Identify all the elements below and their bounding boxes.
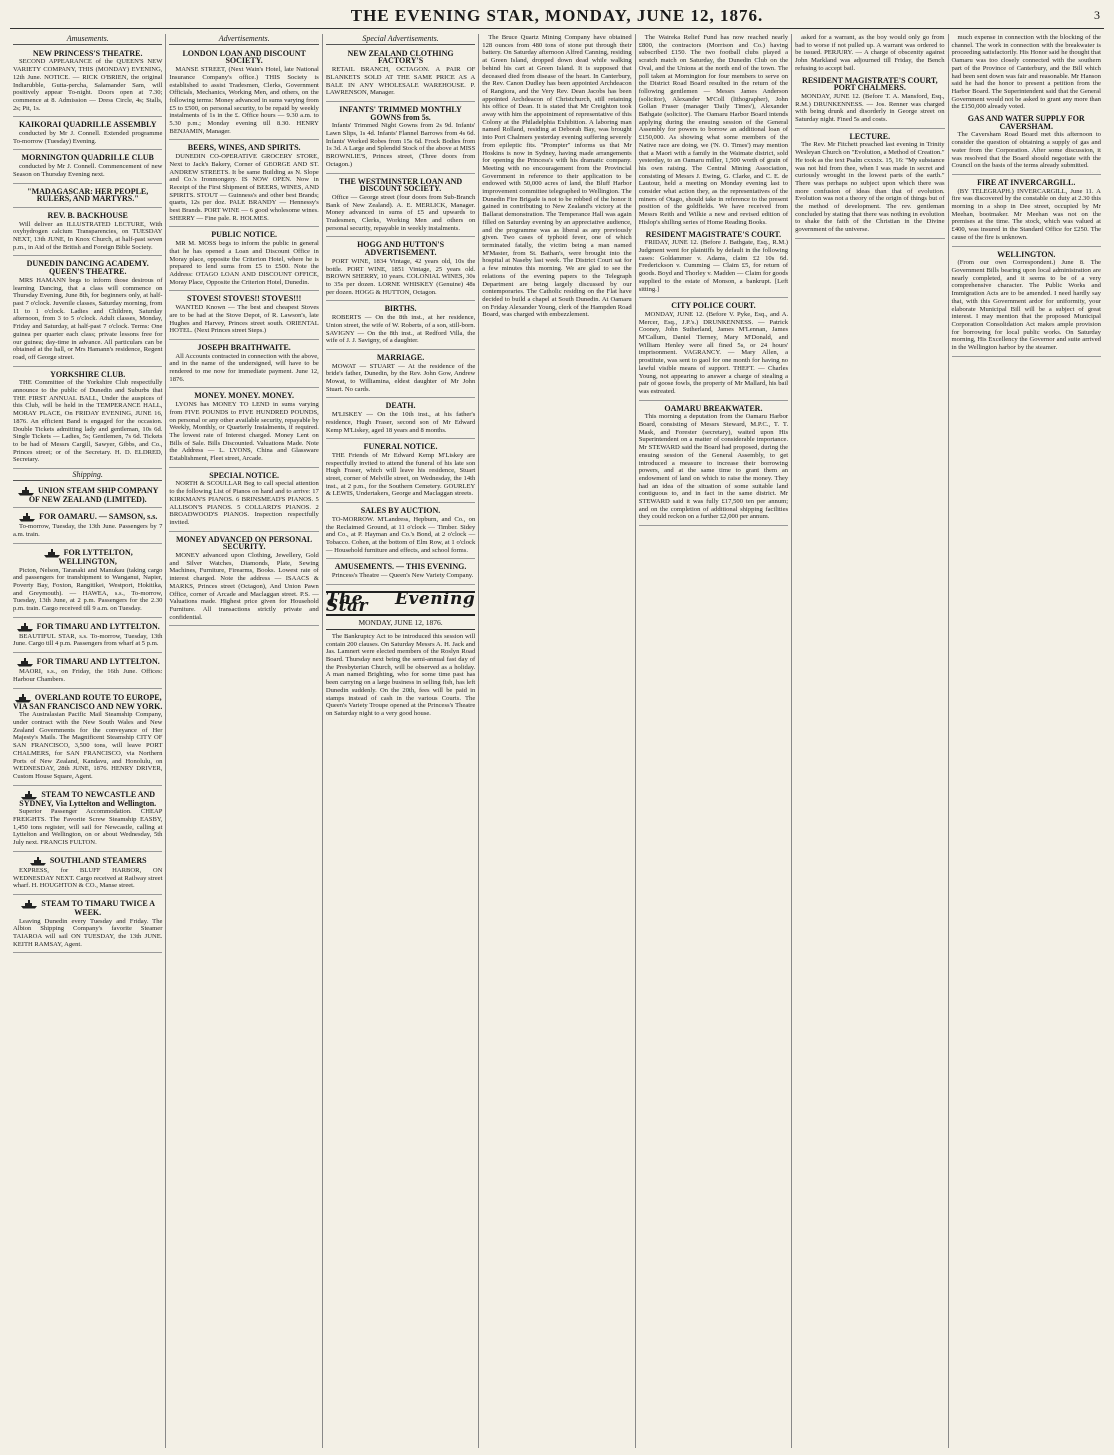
article-heading: DEATH. [385,401,416,411]
article-heading: FUNERAL NOTICE. [363,442,438,452]
article-block [639,229,788,299]
shipping-notice-title: UNION STEAM SHIP COMPANY OF NEW ZEALAND (LIMITED). [28,485,159,504]
shipping-notice-title: FOR OAMARU. — SAMSON, s.s. [39,512,158,522]
article-text: THE Committee of the Yorkshire Club respectfully announce to the public of Dunedin and Suburbs that THE FIRST ANNUAL BALL, Under the auspices of this Club, will be held in the TEMPERANCE HALL, MORAY PLACE, On FRIDAY EVENING, JUNE 16, 1876. An efficient Band is engaged for the occasion. Double Tickets admitting lady and gentleman, 10s 6d. Single Tickets — Ladies, 5s; Gentlemen, 7s 6d. Tickets to be had of Messrs Cargill, Sawyer, Gibbs, and Co., Princes street; or of the Secretary. H. D. ELDRED, Secretary. [13,379,163,464]
editorial-dateline: MONDAY, JUNE 12, 1876. [326,619,475,630]
article-heading: "MADAGASCAR: HER PEOPLE, RULERS, AND MARTYRS." [27,186,149,204]
article-heading: LONDON LOAN AND DISCOUNT SOCIETY. [182,48,306,66]
article-block [13,119,162,150]
article-heading: MORNINGTON QUADRILLE CLUB [21,153,154,163]
article-text: asked for a warrant, as the boy would only go from bad to worse if not pulled up. A warrant was ordered to be issued. PERJURY. — A charge of obscenity against John Markland was adjourned till Friday, the Bench refusing to accept bail. [795,34,945,72]
column-6 [792,34,948,1448]
shipping-notice-title: FOR TIMARU AND LYTTELTON. [36,657,160,667]
article-text: MR M. MOSS begs to inform the public in general that he has opened a Loan and Discount Office in Moray place, opposite the Criterion Hotel, where he is prepared to lend sums from £5 to £500. Note the Address: OTAGO LOAN AND DISCOUNT OFFICE, Moray Place, Opposite the Criterion Hotel, Dunedin. [169,240,319,286]
article-block [13,186,162,208]
article-text: conducted by Mr J. Connell. Commencement of new Season on Thursday Evening next. [13,163,163,178]
article-block [326,48,475,102]
column-3 [323,34,479,1448]
article-heading: PUBLIC NOTICE. [211,230,278,240]
shipping-heading: Shipping. [13,471,162,481]
article-heading: RESIDENT MAGISTRATE'S COURT. [645,229,782,239]
article-block [326,176,475,238]
article-heading: BIRTHS. [384,304,417,314]
shipping-notice-title: OVERLAND ROUTE TO EUROPE, VIA SAN FRANCISCO AND NEW YORK. [13,692,163,711]
article-block [326,104,475,174]
shipping-notice-heading [13,856,162,866]
article-text: The Caversham Road Board met this afternoon to consider the question of obtaining a supply of gas and water from the Corporation. After some discussion, it was resolved that the Board should negotiate with the Council on the basis of the terms already submitted. [951,131,1101,170]
shipping-notice-title: SOUTHLAND STEAMERS [49,855,147,865]
article-block [13,152,162,183]
shipping-notice-text: Leaving Dunedin every Tuesday and Friday. The Albion Shipping Company's favorite Steamer TAIAROA will sail ON TUESDAY, the 13th JUNE. KEITH RAMSAY, Agent. [13,917,163,948]
article-body [952,34,1101,111]
shipping-notice [13,620,162,653]
article-block [795,75,944,129]
article-text: DUNEDIN CO-OPERATIVE GROCERY STORE, Next to Jack's Bakery, Corner of GEORGE AND ST. ANDREW STREETS. It be same Building as N. Slope and Co.'s Ironmongery. IS NOW OPEN. Now in Receipt of the First Shipment of BEERS, WINES, AND SPIRITS. STOUT — Guinness's and other best Brands; quarts, 12s per doz. PALE BRANDY — Hennessy's best Brands. PORT WINE — 6 good wholesome wines. SHERRY — Fine pale. R. HOLMES. [169,153,319,222]
steamship-icon [16,622,34,632]
shipping-notice [13,655,162,688]
article-text: conducted by Mr J. Connell. Extended programme To-morrow (Tuesday) Evening. [13,130,163,145]
article-block [169,48,318,141]
article-block [952,249,1101,357]
article-body [639,34,788,227]
article-block [169,390,318,467]
article-text: TO-MORROW. M'Landress, Hepburn, and Co., on the Reclaimed Ground, at 11 o'clock — Timber. Sidey and Co., at P. Hayman and Co.'s Bond, at 2 o'clock — Tobacco. Cohen, at the bottom of Elm Row, at 1 o'clock — Household furniture and effects, and school forms. [325,515,476,554]
shipping-notice-title: STEAM TO NEWCASTLE AND SYDNEY, Via Lyttelton and Wellington. [19,789,157,808]
article-heading: FIRE AT INVERCARGILL. [977,177,1076,187]
article-heading: KAIKORAI QUADRILLE ASSEMBLY [18,120,157,130]
shipping-notice-text: BEAUTIFUL STAR, s.s. To-morrow, Tuesday, 13th June. Cargo till 4 p.m. Passengers from wharf at 5 p.m. [13,632,163,648]
article-block [639,300,788,400]
article-text: (From our own Correspondent.) June 8. The Government Bills bearing upon local administration are nearly completed, and it seems to be of a very comprehensive character. The Public Works and Immigration Acts are to be amended. I need hardly say that, with this Government ardor for uniformity, your elaborate Municipal Bill will be a subject of great interest. I may mention that the proposed Municipal Corporation Consolidation Act makes ample provision for borrowing for local public works. On Saturday morning, His Excellency the Governor and suite arrived in the Wellington harbor by the steamer. [951,259,1101,352]
article-heading: RESIDENT MAGISTRATE'S COURT, PORT CHALMERS. [802,75,938,93]
shipping-notice [13,546,162,618]
shipping-notice-text: The Australasian Pacific Mail Steamship Company, under contract with the New South Wales and New Zealand Governments for the conveyance of Her Majesty's Mails. The Magnificent Steamship CITY OF SAN FRANCISCO, 3,500 tons, will leave PORT CHALMERS, for SAN FRANCISCO, via Northern Ports of New Zealand, Kandavu, and Honolulu, on WEDNESDAY, 28th JUNE, 1876. HENRY DRIVER, Custom House Square, Agent. [13,711,163,780]
shipping-notice-text: To-morrow, Tuesday, the 13th June. Passengers by 7 a.m. train. [13,523,163,539]
shipping-notice-heading [13,899,162,917]
article-text: All Accounts contracted in connection with the above, and in the name of the undersigned, will have to be rendered to me now for immediate payment. June 12, 1876. [169,352,319,383]
column-1 [10,34,166,1448]
article-heading: AMUSEMENTS. — THIS EVENING. [334,562,467,572]
article-text: The Rev. Mr Fitchett preached last evening in Trinity Wesleyan Church on "Evolution, a Method of Creation." He took as the text Psalm cxxxix. 15, 16: "My substance was not hid from thee, when I was made in secret and curiously wrought in the lowest parts of the earth." There was perhaps no subject upon which there was more confusion of ideas than that of evolution. Evolution was not a theory of the origin of things but of the method of development. The rev. gentleman concluded by stating that there was nothing in evolution to shake the faith of the Christian in the Divine government of the universe. [795,141,945,234]
article-heading: MONEY ADVANCED ON PERSONAL SECURITY. [176,534,313,552]
article-block [326,441,475,503]
article-text: MOWAT — STUART — At the residence of the bride's father, Dunedin, by the Rev. John Gow, Andrew Mowat, to Williamina, eldest daughter of Mr John Stuart. No cards. [325,362,476,393]
page-number: 3 [1094,8,1100,22]
article-text: FRIDAY, JUNE 12. (Before J. Bathgate, Esq., R.M.) Judgment went for plaintiffs by default in the following cases: Goldammer v. Adams, claim £2 10s 6d. Frederickson v. Cumming — Claim £5, for return of goods. Boyd and Thorley v. Madden — Claim for goods supplied to the estate of Monson, a bankrupt. [Left sitting.] [638,239,789,293]
article-text: Infants' Trimmed Night Gowns from 2s 9d. Infants' Lawn Slips, 1s 4d. Infants' Flannel Barrows from 4s 6d. Infants' Worked Robes from 15s 6d. Frock Bodies from 1s 3d. A Large and Splendid Stock of the above at MISS BROWNLIE'S, Princes street, (Three doors from Octagon.) [325,122,476,168]
column-4 [479,34,635,1448]
article-body [482,34,631,319]
article-body [795,34,944,73]
article-block [169,342,318,389]
shipping-notice [13,788,162,852]
article-block [326,505,475,559]
article-block [169,229,318,291]
shipping-notice-heading [13,622,162,632]
article-text: NORTH & SCOULLAR Beg to call special attention to the following List of Pianos on hand and to arrive: 17 KIRKMAN'S PIANOS. 6 BRINSMEAD'S PIANOS. 5 ALLISON'S PIANOS. 5 COLLARD'S PIANOS. 2 BROADWOOD'S PIANOS. Inspection respectfully invited. [169,480,319,526]
article-heading: MARRIAGE. [376,352,425,362]
article-text: MONDAY, JUNE 12. (Before V. Pyke, Esq., and A. Mercer, Esq., J.P.'s.) DRUNKENNESS. — Patrick Cooney, John Sutherland, James M'Lennan, James M'Callum, Daniel Tierney, Mary M'Donald, and William Henley were all fined 5s, or 24 hours' imprisonment. VAGRANCY. — Mary Allen, a prostitute, was sent to gaol for one month for having no lawful visible means of support. THEFT. — Charles Young, not appearing to answer a charge of stealing a pair of goose fowls, the property of Mr Mallard, his bail was estreated. [638,310,789,395]
article-heading: LECTURE. [849,131,891,141]
shipping-notice-text: MAORI, s.s., on Friday, the 16th June. Offices: Harbour Chambers. [13,668,163,683]
article-text: THE Friends of Mr Edward Kemp M'Liskey are respectfully invited to attend the funeral of his late son Hugh Fraser, which will leave his residence, Stuart street, corner of Melville street, on Wednesday, the 14th inst., at 2 p.m., for the Southern Cemetery. GOURLEY & LEWIS, Undertakers, George and Maclaggan streets. [325,451,476,498]
article-heading: DUNEDIN DANCING ACADEMY. QUEEN'S THEATRE. [26,259,149,277]
shipping-notice-text: Superior Passenger Accommodation. CHEAP FREIGHTS. The Favorite Screw Steamship EASBY, 1,450 tons register, will sail for Newcastle, calling at Lyttelton and Wellington, on or about Wednesday, 5th July next. FRANCIS FULTON. [13,808,163,847]
article-heading: STOVES! STOVES!! STOVES!!! [187,294,302,304]
article-text: much expense in connection with the blocking of the channel. The work in connection with the breakwater is proceeding satisfactorily. His Honor said he thought that Oamaru was too closely connected with the southern part of the Province of Canterbury, and the Bill which had been sent down was fair and reasonable. Mr Hanson said he had the honor to present a petition from the Harbor Board. The Superintendent said that the General Government would not be asked to grant any more than the £150,000 already voted. [951,34,1101,111]
article-block [13,258,162,366]
article-block [326,400,475,439]
shipping-notice [13,691,162,786]
article-text: Will deliver an ILLUSTRATED LECTURE, With oxyhydrogen calcium Transparencies, on TUESDAY NEXT, 13th JUNE, In Knox Church, at half-past seven p.m., in Aid of the British and Foreign Bible Society. [13,220,163,251]
article-text: ROBERTS — On the 8th inst., at her residence, Union street, the wife of W. Roberts, of a son, still-born. SAVIGNY — On the 8th inst., at Redford Villa, the wife of J. J. Savigny, of a daughter. [325,314,476,345]
shipping-notice-heading [13,790,162,808]
article-block [326,239,475,301]
article-block [326,561,475,584]
column-heading: Special Advertisements. [326,35,475,45]
article-heading: INFANTS' TRIMMED MONTHLY GOWNS from 5s. [339,104,462,122]
article-heading: WELLINGTON. [997,249,1056,259]
article-text: RETAIL BRANCH, OCTAGON. A PAIR OF BLANKETS SOLD AT THE SAME PRICE AS A BALE IN ANY WHOLESALE WAREHOUSE. P. LAWRENSON, Manager. [325,66,476,97]
article-text: The Waireka Relief Fund has now reached nearly £800, the contractors (Morrison and Co.) having subscribed £150. The two football clubs played a scratch match on Saturday, the Dunedin Club on the Oval, and the Unions at the north end of the town. The poll taken at Mornington for four members to serve on the District Road Board resulted in the return of the following gentlemen — Messrs James Anderson (solicitor), Alexander M'Coll (lithographer), John Gollan Fraser (manager 'Daily Times'), Alexander Bathgate (solicitor). The Oamaru Harbor Board intends applying during the ensuing session of the General Assembly for powers to borrow an additional loan of £150,000. As showing what some members of the Native race are doing, we ('N. O. Times') may mention that a Maori with a family in the Waimate district, sold yesterday, to an Oamaru miller, 1,500 worth of grain of his own raising. The Central Mining Association, consisting of Messrs J. Ewing, G. Clarke, and C. E. de Lautour, held a meeting on Monday evening last to consider what action they, as the representatives of the miners of Otago, should take in reference to the present position of the goldfields. We have received from Messrs Reith and Wilkie a new and revised edition of Hislop's shilling series of Home Reading Books. [638,34,789,226]
shipping-notice-heading [13,548,162,566]
steamship-icon [16,657,34,667]
column-container [10,34,1104,1448]
shipping-notice-title: STEAM TO TIMARU TWICE A WEEK. [41,898,156,917]
article-text: LYONS has MONEY TO LEND in sums varying from FIVE POUNDS to FIVE HUNDRED POUNDS, on personal or any other available security, repayable by Weekly, Monthly, or Quarterly Instalments, if required. The lowest rate of Interest charged. Money Lent on Bills of Sale. Bills Discounted. Valuations Made. Note the Address — L. LYONS, China and Glassware Establishment, Fleet street, Arcade. [169,401,319,463]
steamship-icon [20,899,38,909]
shipping-notice-text: EXPRESS, for BLUFF HARBOR, ON WEDNESDAY NEXT. Cargo received at Railway street wharf. H. HOUGHTON & CO., Manse street. [13,866,163,890]
article-text: MRS HAMANN begs to inform those desirous of learning Dancing, that a class will commence on Thursday Evening, June 8th, for beginners only, at half-past 7 o'clock. Juvenile classes, Saturday morning, from 11 to 1 o'clock. Ladies and Children, Saturday afternoon, from 3 to 5 o'clock. Adult classes, Monday, Friday and Saturday, at half-past 7 o'clock. Terms: One guinea per quarter each class; private lessons free for our guinea; day-time in advance. All particulars can be obtained at the hall, or Mrs Hamann's residence, Regent road, off George street. [13,276,163,361]
article-heading: NEW ZEALAND CLOTHING FACTORY'S [347,48,454,66]
article-block [169,534,318,627]
article-block [795,131,944,239]
article-heading: NEW PRINCESS'S THEATRE. [32,48,143,58]
masthead-title: THE EVENING STAR, MONDAY, JUNE 12, 1876. [350,6,764,25]
article-heading: BEERS, WINES, AND SPIRITS. [187,143,301,153]
article-text: SECOND APPEARANCE of the QUEEN'S NEW VARIETY COMPANY, THIS (MONDAY) EVENING, 12th June. NOTICE. — RICK O'BRIEN, the original Indiarubble, Gutta-percha, Salamander Sam, will positively appear To-night. Doors open at 7.30; commence at 8. Admission — Dress Circle, 4s; Stalls, 2s; Pit, 1s. [13,58,163,112]
shipping-notice-heading [13,486,162,504]
shipping-notice-heading [13,657,162,667]
shipping-notice-text: Picton, Nelson, Taranaki and Manukau (taking cargo and passengers for transhipment to Wanganui, Napier, Poverty Bay, Foxton, Rangitikei, Westport, Hokitika, and Greymouth). — HAWEA, s.s., To-morrow, Tuesday, 13th June, at 2 p.m. Passengers for the 2.30 p.m. train. Cargo received till 9 a.m. on Tuesday. [13,566,163,613]
shipping-notice-heading [13,512,162,522]
article-heading: OAMARU BREAKWATER. [664,403,763,413]
shipping-notice-title: FOR TIMARU AND LYTTELTON. [36,621,160,631]
shipping-notice-heading [13,693,162,711]
article-text: The Bruce Quartz Mining Company have obtained 128 ounces from 480 tons of stone put through their battery. On Saturday afternoon Alfred Canning, residing at Green Island, dropped down dead while walking behind his cart at Green Island. It is supposed that deceased died from disease of the heart. In Canterbury, the Rev. Canon Dudley has been appointed Archdeacon of Rangiora, and the Very Rev. Dean Jacobs has been appointed Archdeacon of Christchurch, still retaining his office of Dean. It is stated that Mr Creighton took away with him the appointment of representative of this Colony at the Philadelphia Exhibition. A laboring man named Rolland, residing at Deborah Bay, was brought into Port Chalmers yesterday evening suffering severely from epileptic fits. "Prompter" informs us that Mr Hoskins is now in Sydney, having made arrangements for opening the Princess's with his dramatic company. Meeting with no encouragement from the Provincial Government in reference to their application to be endowed with 50,000 acres of land, the Bluff Harbor improvement committee telegraphed to Wellington. The Dunedin Fire Brigade is not to be robbed of the honor it gained in contributing to New Zealand's victory at the Ballarat demonstration. The Temperance Hall was again filled on Saturday evening by an appreciative audience, and the programme was as liberal as any previously given. Two cases of typhoid fever, one of which terminated fatally, the victim being a man named M'Master, from St. Bathan's, were brought into the hospital at Naseby last week. The District Court sat for a few minutes this morning. We are glad to see the relations of the evening papers to the Telegraph Department are being largely discussed by our contemporaries. The Catholic residing on the Flat have decided to build a chapel at South Dunedin. At Oamaru on Friday Alexander Young, clerk of the Hampden Road Board, was charged with embezzlement. [482,34,632,319]
article-text: This morning a deputation from the Oamaru Harbor Board, consisting of Messrs Steward, M.P.C., T. T. Mask, and Forester (secretary), waited upon His Superintendent on a matter of considerable importance. Mr STEWARD said the Board had proposed, during the ensuing session of the General Assembly, to get introduced a measure to increase their borrowing powers, and at the same time to grant them an endowment of land on which to raise the money. They had an idea of the situation of some suitable land contiguous to, and in fact in the same district. Mr STEWARD said it was fully £17,500 ten per annum; and on the completion of additional shipping facilities they could reckon on a further £2,000 per annum. [638,413,789,521]
article-heading: HOGG AND HUTTON'S ADVERTISEMENT. [357,240,445,258]
column-heading: Amusements. [13,35,162,45]
column-heading: Advertisements. [169,35,318,45]
article-heading: REV. B. BACKHOUSE [47,210,128,220]
article-text: (BY TELEGRAPH.) INVERCARGILL, June 11. A fire was discovered by the constable on duty at 2.30 this morning in a shop in Dee street, occupied by Mr Meehan, bootmaker. Mr Meehan was not on the premises at the time. The stock, which was valued at £400, was insured in the Standard Office for £250. The cause of the fire is unknown. [951,187,1101,241]
article-block [169,470,318,532]
shipping-notice [13,484,162,509]
newspaper-flag [325,588,476,617]
shipping-notice [13,510,162,543]
editorial-text: The Bankruptcy Act to be introduced this session will contain 200 clauses. On Saturday Messrs A. H. Jack and Jas. Lamnert were elected members of the Roslyn Road Board. Thursday next being the semi-annual fast day of the Presbyterian Church, will be observed as a holiday. A man named Brighting, who for some time past has been carrying on a large business in selling fish, has left Dunedin suddenly. On the 20th, fees will be paid in stamps instead of cash in the various Courts. The Queen's Variety Troupe opened at the Princess's Theatre on Saturday night to a very good house. [325,632,476,717]
article-text: Office — George street (four doors from Sub-Branch Bank of New Zealand). A. E. MERLICK, Manager. Money advanced in sums of £5 and upwards to Tradesmen, Clerks, Working Men and others on personal security, repayable in weekly instalments. [325,193,476,232]
article-text: PORT WINE, 1834 Vintage, 42 years old, 10s the bottle. PORT WINE, 1851 Vintage, 25 years old. BROWN SHERRY, 10 years. COLONIAL WINES, 30s to 35s per dozen. LORNE WHISKEY (Genuine) 48s per dozen. HOGG & HUTTON, Octagon. [325,257,476,296]
article-block [326,303,475,350]
masthead [10,6,1104,29]
article-text: MONDAY, JUNE 12. (Before T. A. Mansford, Esq., R.M.) DRUNKENNESS. — Jos. Renner was charged with being drunk and disorderly in George street on Saturday night. Fined 5s and costs. [795,92,945,124]
article-block [13,48,162,118]
column-7 [949,34,1104,1448]
article-text: MANSE STREET, (Next Wain's Hotel, late National Insurance Company's office.) THIS Society is established to assist Tradesmen, Clerks, Government Officials, Mechanics, Working Men, and others, on the following terms: Money advanced in sums varying from £5 to £500, on personal security, to be repaid by weekly instalments of 1s in the £. Office hours — 9.30 a.m. to 5.30 p.m.; Monday evening till 8.30. HENRY BENJAMIN, Manager. [169,66,319,135]
article-heading: MONEY. MONEY. MONEY. [194,391,295,401]
flag-title: The Evening Star [325,588,476,617]
article-text: WANTED Known — The best and cheapest Stoves are to be had at the Stove Depot, of R. Lawson's, late Hughes and Harvey, Princes street south. ORIENTAL HOTEL. (Next Princes street Steps.) [169,304,319,335]
article-block [169,293,318,340]
shipping-notice [13,897,162,954]
article-heading: SPECIAL NOTICE. [209,470,280,480]
shipping-notice-title: FOR LYTTELTON, WELLINGTON, [58,547,133,566]
article-block [13,369,162,469]
article-block [952,177,1101,247]
column-5 [636,34,792,1448]
article-text: M'LISKEY — On the 10th inst., at his father's residence, Hugh Fraser, second son of Mr Edward Kemp M'Liskey, aged 18 years and 8 months. [325,411,476,434]
shipping-notice [13,854,162,895]
article-heading: JOSEPH BRAITHWAITE. [197,342,291,352]
article-heading: CITY POLICE COURT. [671,301,756,311]
steamship-icon [18,512,36,522]
article-heading: YORKSHIRE CLUB. [50,369,126,379]
article-block [639,403,788,527]
article-text: Princess's Theatre — Queen's New Variety Company. [331,572,474,580]
column-2 [166,34,322,1448]
article-block [13,210,162,257]
article-block [169,142,318,227]
article-heading: GAS AND WATER SUPPLY FOR CAVERSHAM. [967,114,1085,131]
steamship-icon [29,856,47,866]
article-block [326,352,475,399]
article-block [952,113,1101,175]
article-text: MONEY advanced upon Clothing, Jewellery, Gold and Silver Watches, Diamonds, Plate, Sewing Machines, Furniture, Firearms, Books. Lowest rate of interest charged. Note the address — ISAACS & MARKS, Princes street (Octagon), And Union Pawn Office, corner of Arcade and Maclaggan street. P.S. — Valuations made. Highest price given for Household Furniture. All transactions strictly private and confidential. [169,552,319,621]
article-heading: SALES BY AUCTION. [360,506,441,516]
article-heading: THE WESTMINSTER LOAN AND DISCOUNT SOCIETY. [338,176,463,194]
